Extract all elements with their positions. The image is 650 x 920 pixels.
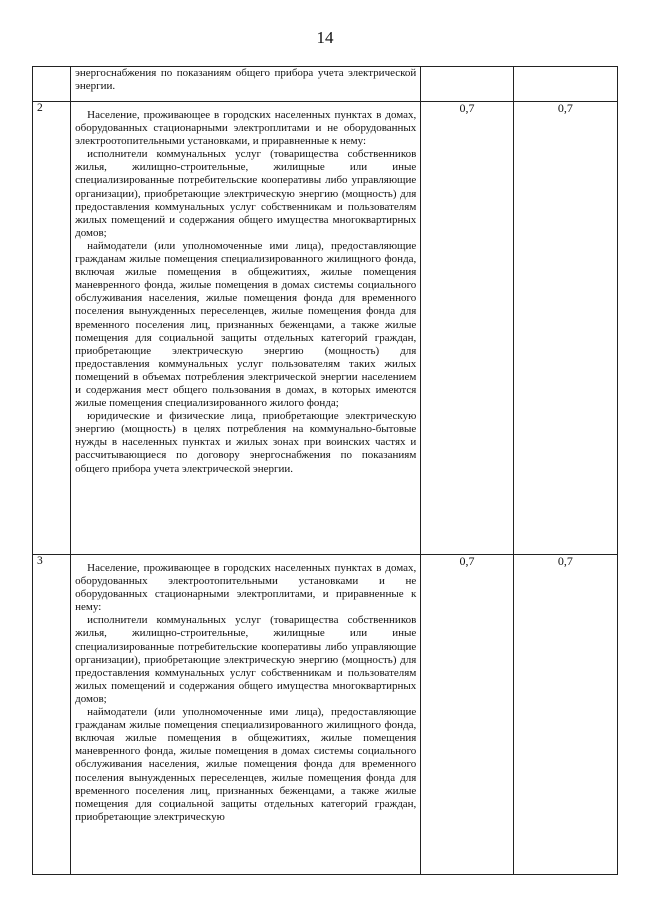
row-paragraph: Население, проживающее в городских населенных пунктах в домах, оборудованных стационарными электроплитами и не оборудованных электроотопительными установками, и приравненные к нему: xyxy=(75,109,417,148)
row-description-cell xyxy=(71,102,421,555)
coefficient-cell-2: 0,7 xyxy=(513,102,617,555)
row-paragraph: исполнители коммунальных услуг (товарищества собственников жилья, жилищно-строительные, жилищные или иные специализированные потребительские кооперативы либо управляющие организации), приобретающие электрическую энергию (мощность) для предоставления коммунальных услуг собственникам и пользователям жилых помещений и содержания общего имущества многоквартирных домов; xyxy=(75,148,417,239)
coefficient-cell-2 xyxy=(513,67,617,102)
table-row xyxy=(33,67,618,102)
coefficient-cell-1: 0,7 xyxy=(421,102,513,555)
row-paragraph: энергоснабжения по показаниям общего прибора учета электрической энергии. xyxy=(75,67,417,93)
table-row xyxy=(33,555,618,875)
row-paragraph: Население, проживающее в городских населенных пунктах в домах, оборудованных электроотопительными установками и не оборудованных стационарными электроплитами, и приравненные к нему: xyxy=(75,562,417,614)
coefficient-cell-2: 0,7 xyxy=(513,555,617,875)
page-number: 14 xyxy=(316,28,334,47)
coefficient-cell-1: 0,7 xyxy=(421,555,513,875)
row-paragraph: исполнители коммунальных услуг (товарищества собственников жилья, жилищно-строительные, жилищные или иные специализированные потребительские кооперативы либо управляющие организации), приобретающие электрическую энергию (мощность) для предоставления коммунальных услуг собственникам и пользователям жилых помещений и содержания общего имущества многоквартирных домов; xyxy=(75,614,417,705)
row-description-cell xyxy=(71,67,421,102)
tariff-table xyxy=(32,66,618,875)
row-number-cell xyxy=(33,67,71,102)
row-number-cell: 3 xyxy=(33,555,71,875)
row-paragraph: юридические и физические лица, приобретающие электрическую энергию (мощность) в целях потребления на коммунально-бытовые нужды в населенных пунктах и жилых зонах при воинских частях и рассчитывающиеся по договору энергоснабжения по показаниям общего прибора учета электрической энергии. xyxy=(75,410,417,475)
row-paragraph: наймодатели (или уполномоченные ими лица), предоставляющие гражданам жилые помещения специализированного жилищного фонда, включая жилые помещения в общежитиях, жилые помещения маневренного фонда, жилые помещения в домах системы социального обслуживания населения, жилые помещения фонда для временного поселения вынужденных переселенцев, жилые помещения фонда для временного поселения лиц, признанных беженцами, а также жилые помещения для социальной защиты отдельных категорий граждан, приобретающие электрическую энергию (мощность) для предоставления коммунальных услуг пользователям таких жилых помещений в объемах потребления электрической энергии населением и содержания мест общего пользования в домах, в которых имеются жилые помещения специализированного жилого фонда; xyxy=(75,239,417,410)
row-number-cell: 2 xyxy=(33,102,71,555)
coefficient-cell-1 xyxy=(421,67,513,102)
row-description-cell xyxy=(71,555,421,875)
table-row xyxy=(33,102,618,555)
row-paragraph: наймодатели (или уполномоченные ими лица), предоставляющие гражданам жилые помещения специализированного жилищного фонда, включая жилые помещения в общежитиях, жилые помещения маневренного фонда, жилые помещения в домах системы социального обслуживания населения, жилые помещения фонда для временного поселения вынужденных переселенцев, жилые помещения фонда для временного поселения лиц, признанных беженцами, а также жилые помещения для социальной защиты отдельных категорий граждан, приобретающие электрическую xyxy=(75,706,417,823)
